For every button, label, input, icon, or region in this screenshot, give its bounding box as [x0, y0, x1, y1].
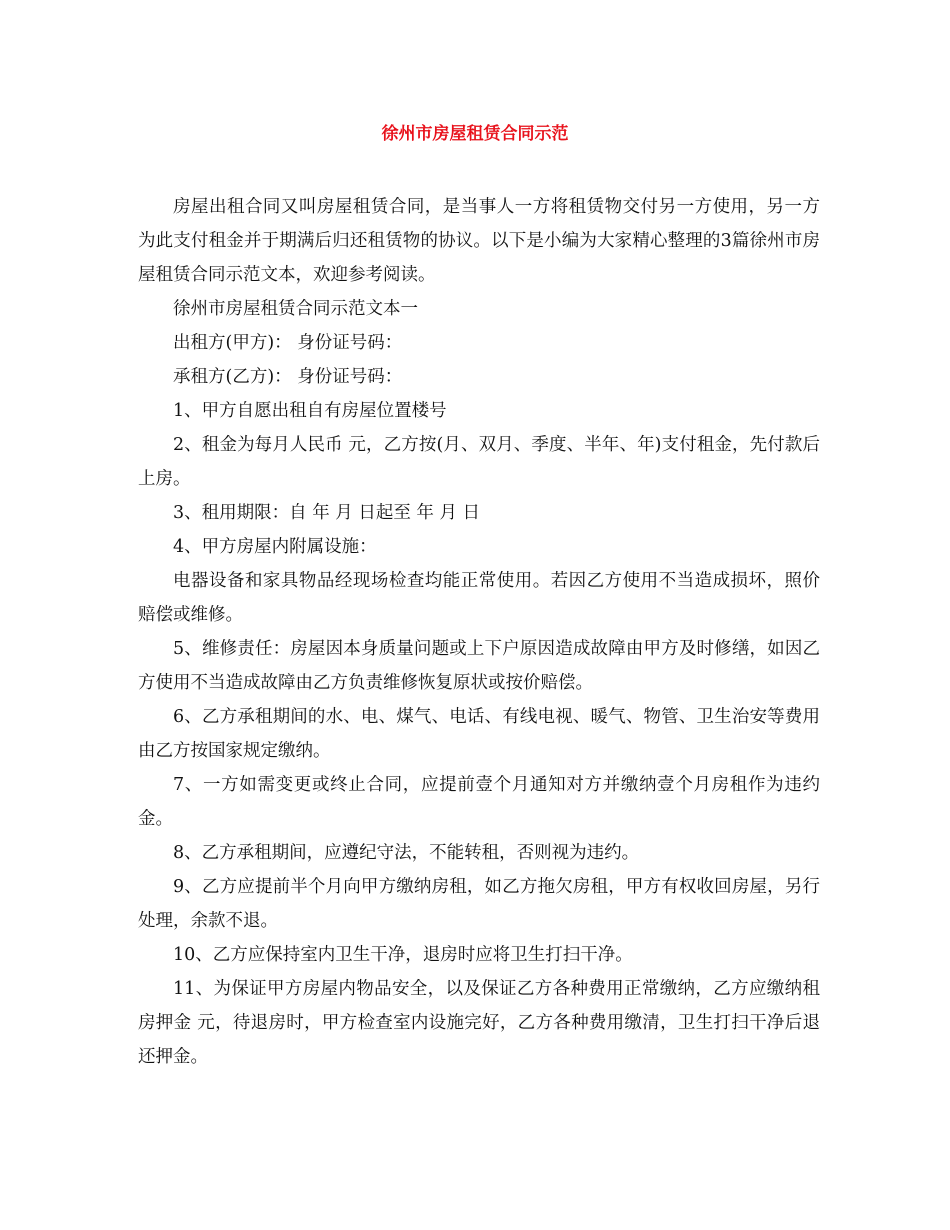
- section-heading: 徐州市房屋租赁合同示范文本一: [173, 299, 418, 319]
- clause-7: 7、一方如需变更或终止合同，应提前壹个月通知对方并缴纳壹个月房租作为违约金。: [138, 775, 820, 829]
- clause-9: 9、乙方应提前半个月向甲方缴纳房租，如乙方拖欠房租，甲方有权收回房屋，另行处理，余款不退。: [138, 877, 820, 931]
- clause-4-detail: 电器设备和家具物品经现场检查均能正常使用。若因乙方使用不当造成损坏，照价赔偿或维修。: [138, 571, 820, 625]
- document-title: 徐州市房屋租赁合同示范: [381, 124, 569, 144]
- clause-6: 6、乙方承租期间的水、电、煤气、电话、有线电视、暖气、物管、卫生治安等费用由乙方按国家规定缴纳。: [138, 707, 820, 761]
- intro-paragraph: 房屋出租合同又叫房屋租赁合同，是当事人一方将租赁物交付另一方使用，另一方为此支付租金并于期满后归还租赁物的协议。以下是小编为大家精心整理的3篇徐州市房屋租赁合同示范文本，欢迎参考阅读。: [138, 197, 820, 285]
- clause-4: 4、甲方房屋内附属设施：: [173, 537, 377, 557]
- clause-1: 1、甲方自愿出租自有房屋位置楼号: [173, 401, 447, 421]
- clause-11: 11、为保证甲方房屋内物品安全，以及保证乙方各种费用正常缴纳，乙方应缴纳租房押金 元，待退房时，甲方检查室内设施完好，乙方各种费用缴清，卫生打扫干净后退还押金。: [138, 979, 820, 1067]
- clause-5: 5、维修责任：房屋因本身质量问题或上下户原因造成故障由甲方及时修缮，如因乙方使用不当造成故障由乙方负责维修恢复原状或按价赔偿。: [138, 639, 820, 693]
- clause-3: 3、租用期限：自 年 月 日起至 年 月 日: [173, 503, 481, 523]
- clause-8: 8、乙方承租期间，应遵纪守法，不能转租，否则视为违约。: [173, 843, 640, 863]
- lessor-line: 出租方(甲方)： 身份证号码：: [173, 333, 403, 353]
- clause-10: 10、乙方应保持室内卫生干净，退房时应将卫生打扫干净。: [173, 945, 633, 965]
- clause-2: 2、租金为每月人民币 元，乙方按(月、双月、季度、半年、年)支付租金，先付款后上房。: [138, 435, 820, 489]
- lessee-line: 承租方(乙方)： 身份证号码：: [173, 367, 403, 387]
- document-body: [138, 190, 820, 1074]
